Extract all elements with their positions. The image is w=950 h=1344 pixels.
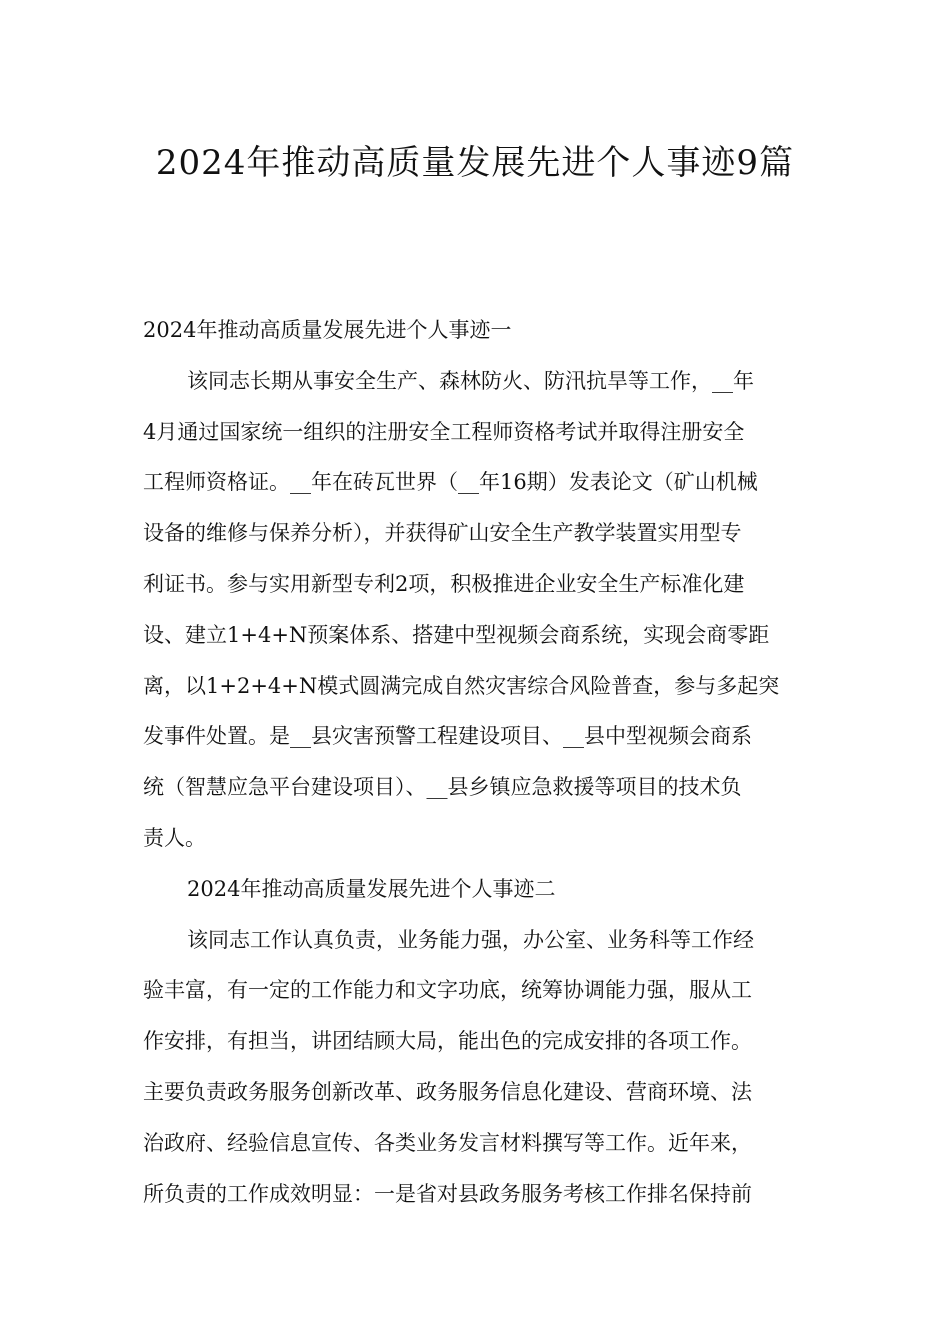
text-line: 利证书。参与实用新型专利2项，积极推进企业安全生产标准化建 bbox=[143, 571, 745, 596]
text-line: 2024年推动高质量发展先进个人事迹一 bbox=[143, 318, 512, 342]
text-line: 责人。 bbox=[143, 825, 206, 850]
text-line: 设备的维修与保养分析），并获得矿山安全生产教学装置实用型专 bbox=[143, 521, 742, 546]
text-line: 该同志工作认真负责，业务能力强，办公室、业务科等工作经 bbox=[187, 927, 754, 952]
document-body bbox=[143, 305, 808, 1219]
document-title: 2024年推动高质量发展先进个人事迹9篇 bbox=[155, 143, 795, 183]
text-line: 发事件处置。是__县灾害预警工程建设项目、__县中型视频会商系 bbox=[143, 724, 752, 749]
text-line: 治政府、经验信息宣传、各类业务发言材料撰写等工作。近年来， bbox=[143, 1130, 752, 1155]
text-line: 该同志长期从事安全生产、森林防火、防汛抗旱等工作，__年 bbox=[187, 368, 754, 393]
text-line: 2024年推动高质量发展先进个人事迹二 bbox=[187, 876, 556, 901]
text-line: 工程师资格证。__年在砖瓦世界（__年16期）发表论文（矿山机械 bbox=[143, 470, 758, 495]
text-line: 4月通过国家统一组织的注册安全工程师资格考试并取得注册安全 bbox=[143, 419, 745, 444]
text-line: 所负责的工作成效明显：一是省对县政务服务考核工作排名保持前 bbox=[143, 1181, 752, 1206]
text-line: 验丰富，有一定的工作能力和文字功底，统筹协调能力强，服从工 bbox=[143, 978, 752, 1003]
text-line: 主要负责政务服务创新改革、政务服务信息化建设、营商环境、法 bbox=[143, 1079, 752, 1104]
text-line: 设、建立1+4+N预案体系、搭建中型视频会商系统，实现会商零距 bbox=[143, 622, 770, 647]
text-line: 统（智慧应急平台建设项目）、__县乡镇应急救援等项目的技术负 bbox=[143, 775, 742, 800]
text-line: 离，以1+2+4+N模式圆满完成自然灾害综合风险普查，参与多起突 bbox=[143, 673, 780, 698]
text-line: 作安排，有担当，讲团结顾大局，能出色的完成安排的各项工作。 bbox=[143, 1029, 752, 1054]
